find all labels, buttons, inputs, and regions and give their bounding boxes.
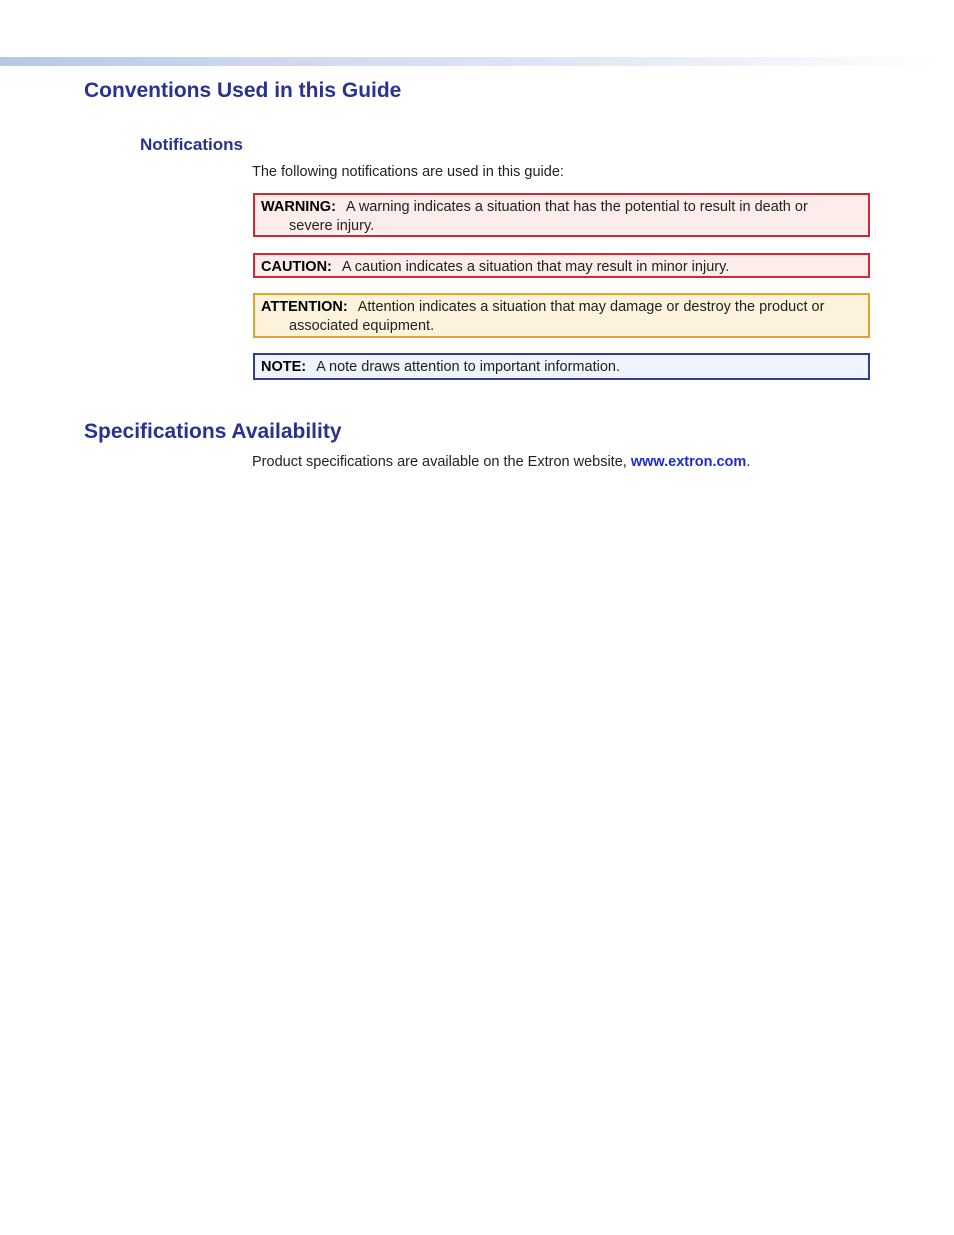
note-label: NOTE: — [261, 359, 307, 375]
caution-text: A caution indicates a situation that may result in minor injury. — [341, 259, 730, 275]
section-title-conventions: Conventions Used in this Guide — [84, 79, 402, 102]
caution-line-1 — [261, 258, 862, 277]
subsection-title-notifications: Notifications — [140, 135, 243, 154]
warning-text: A warning indicates a situation that has the potential to result in death or — [345, 199, 808, 215]
caution-notice — [253, 253, 870, 278]
attention-notice — [253, 293, 870, 338]
note-notice — [253, 353, 870, 380]
attention-label: ATTENTION: — [261, 299, 348, 315]
specifications-period: . — [746, 454, 751, 470]
note-text: A note draws attention to important information. — [316, 359, 620, 375]
attention-line-1 — [261, 298, 862, 317]
section-title-specifications: Specifications Availability — [84, 420, 342, 443]
specifications-text — [252, 454, 750, 470]
attention-text-continued: associated equipment. — [289, 318, 435, 334]
specifications-sentence: Product specifications are available on the Extron website, — [252, 454, 631, 470]
warning-line-1 — [261, 198, 862, 217]
caution-label: CAUTION: — [261, 259, 332, 275]
warning-notice — [253, 193, 870, 237]
warning-label: WARNING: — [261, 199, 336, 215]
notifications-intro-text: The following notifications are used in this guide: — [252, 164, 564, 180]
warning-text-continued: severe injury. — [289, 218, 375, 234]
extron-website-link[interactable]: www.extron.com — [630, 454, 747, 470]
attention-text: Attention indicates a situation that may damage or destroy the product or — [357, 299, 825, 315]
header-gradient-bar — [0, 57, 940, 66]
note-line-1 — [261, 358, 862, 377]
